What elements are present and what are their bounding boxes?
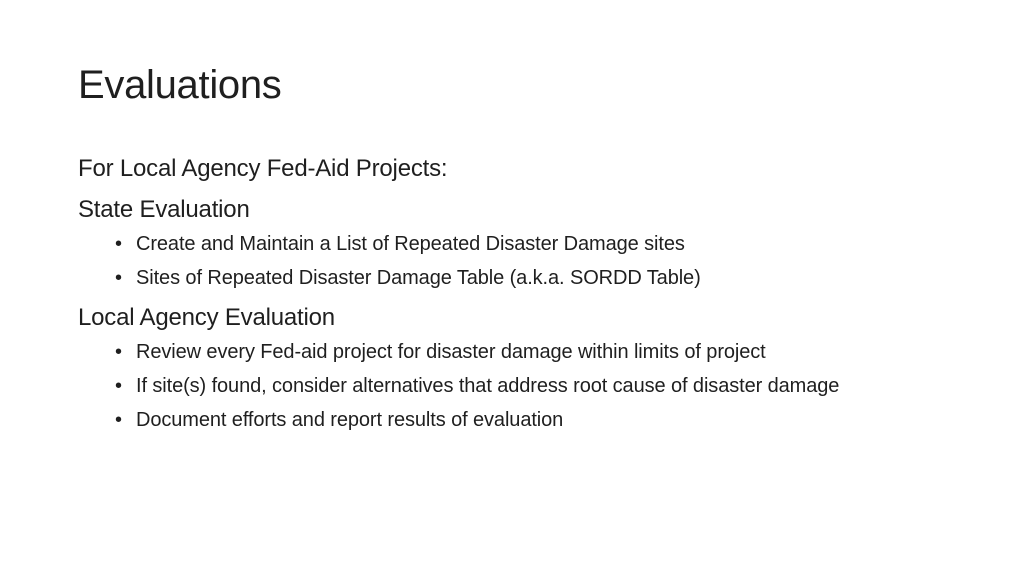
list-item	[78, 231, 938, 258]
list-item	[78, 265, 938, 292]
slide-body	[78, 154, 938, 441]
bullet-text: Document efforts and report results of evaluation	[136, 409, 564, 431]
section-heading-local: Local Agency Evaluation	[78, 304, 335, 331]
bullet-text: Sites of Repeated Disaster Damage Table (a.k.a. SORDD Table)	[136, 267, 701, 289]
bullet-icon: •	[115, 233, 122, 255]
bullet-icon: •	[115, 341, 122, 363]
bullet-list-local	[78, 339, 938, 434]
list-item	[78, 407, 938, 434]
bullet-icon: •	[115, 409, 122, 431]
bullet-icon: •	[115, 267, 122, 289]
intro-text: For Local Agency Fed-Aid Projects:	[78, 155, 448, 182]
bullet-icon: •	[115, 375, 122, 397]
list-item	[78, 373, 938, 400]
bullet-text: If site(s) found, consider alternatives that address root cause of disaster damage	[136, 375, 840, 397]
bullet-list-state	[78, 231, 938, 292]
bullet-text: Review every Fed-aid project for disaster damage within limits of project	[136, 341, 766, 363]
bullet-text: Create and Maintain a List of Repeated Disaster Damage sites	[136, 233, 685, 255]
slide-title: Evaluations	[78, 63, 282, 107]
list-item	[78, 339, 938, 366]
section-heading-state: State Evaluation	[78, 196, 250, 223]
